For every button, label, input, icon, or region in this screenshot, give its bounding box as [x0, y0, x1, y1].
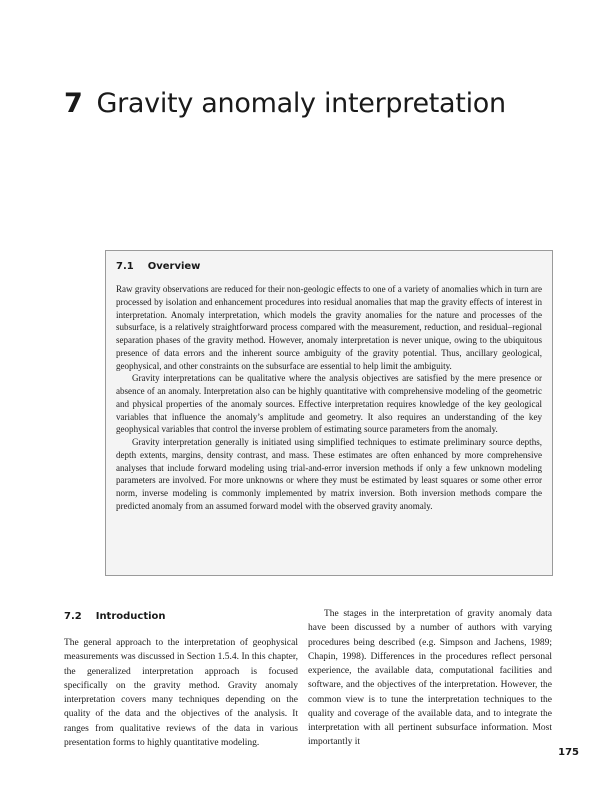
chapter-number: 7 — [64, 88, 83, 119]
section-number: 7.2 — [64, 611, 82, 622]
left-column — [64, 610, 298, 750]
chapter-title — [64, 86, 506, 122]
body-paragraph: The stages in the interpretation of gravity anomaly data have been discussed by a number of authors with varying procedures being described (e.g. Simpson and Jachens, 1989; Chapin, 1998). Differences in the procedures reflect personal experience, the available data, computational facilities and software, and the objectives of the interpretation. However, the common view is to tune the interpretation techniques to the quality and coverage of the available data, and to integrate the interpretation with all pertinent subsurface information. Most importantly it — [308, 609, 552, 748]
section-heading-introduction — [64, 610, 298, 624]
section-title: Introduction — [95, 611, 166, 622]
overview-paragraph: Raw gravity observations are reduced for their non-geologic effects to one of a variety of anomalies which in turn are processed by isolation and enhancement procedures into residual anomalies that map the gravity effects of interest in interpretation. Anomaly interpretation, which models the gravity anomalies for the nature and processes of the subsurface, is a relatively straightforward process compared with the measurement, reduction, and residual–regional separation phases of the gravity method. However, anomaly interpretation is never unique, owing to the ubiquitous presence of data errors and the inherent source ambiguity of the gravity potential. Thus, ancillary geological, geophysical, and other constraints on the subsurface are essential to help limit the ambiguity. — [116, 284, 542, 371]
overview-box — [105, 250, 553, 576]
section-title: Overview — [147, 261, 201, 272]
right-column — [308, 607, 552, 750]
overview-paragraph: Gravity interpretation generally is initiated using simplified techniques to estimate preliminary source depths, depth extents, margins, density contrast, and mass. These estimates are often enhanced by more comprehensive analyses that include forward modeling using trial-and-error inversion methods if only a few unknown modeling parameters are involved. For more unknowns or where they must be estimated by least squares or some other error norm, inverse modeling is commonly implemented by matrix inversion. Both inversion methods compare the predicted anomaly from an assumed forward model with the observed gravity anomaly. — [116, 437, 542, 511]
introduction-body-left — [64, 636, 298, 750]
section-heading-overview — [116, 260, 542, 274]
chapter-title-text: Gravity anomaly interpretation — [96, 88, 506, 119]
overview-body — [116, 283, 542, 513]
section-number: 7.1 — [116, 261, 134, 272]
body-paragraph: The general approach to the interpretation of geophysical measurements was discussed in Section 1.5.4. In this chapter, the generalized interpretation approach is focused specifically on the gravity method. Gravity anomaly interpretation covers many techniques depending on the quality of the data and the objectives of the analysis. It ranges from qualitative reviews of the data in various presentation forms to highly quantitative modeling. — [64, 638, 298, 748]
overview-paragraph: Gravity interpretations can be qualitative where the analysis objectives are satisfied by the mere presence or absence of an anomaly. Interpretation also can be highly quantitative with comprehensive modeling of the geometric and physical properties of the anomaly sources. Effective interpretation requires knowledge of the key geological variables that influence the anomaly’s amplitude and geometry. It also requires an understanding of the key geophysical variables that control the inverse problem of estimating source parameters from the anomaly. — [116, 373, 542, 435]
page-number: 175 — [558, 747, 579, 758]
